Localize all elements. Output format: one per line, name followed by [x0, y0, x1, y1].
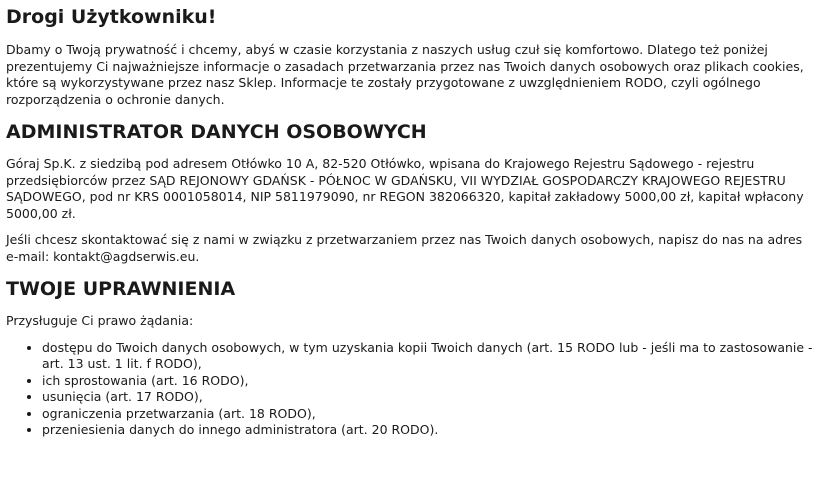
rights-list-item: • dostępu do Twoich danych osobowych, w tym uzyskania kopii Twoich danych (art. 15 RODO lub - jeśli ma to zastosowanie - art. 13 ust. 1 lit. f RODO),: [42, 340, 816, 373]
greeting-title: Drogi Użytkowniku!: [6, 6, 217, 28]
contact-paragraph: Jeśli chcesz skontaktować się z nami w związku z przetwarzaniem przez nas Twoich danych osobowych, napisz do nas na adres e-mail: kontakt@agdserwis.eu.: [6, 232, 803, 264]
company-info-paragraph: Góraj Sp.K. z siedzibą pod adresem Otłówko 10 A, 82-520 Otłówko, wpisana do Krajowego Rejestru Sądowego - rejestru przedsiębiorców przez SĄD REJONOWY GDAŃSK - PÓŁNOC W GDAŃSKU, VII WYDZIAŁ GOSPODARCZY KRAJOWEGO REJESTRU SĄDOWEGO, pod nr KRS 0001058014, NIP 5811979090, nr REGON 382066320, kapitał zakładowy 5000,00 zł, kapitał wpłacony 5000,00 zł.: [6, 156, 804, 221]
rights-list-item: • przeniesienia danych do innego administratora (art. 20 RODO).: [42, 422, 816, 439]
rights-list-item: • ograniczenia przetwarzania (art. 18 RODO),: [42, 406, 816, 423]
rights-intro: Przysługuje Ci prawo żądania:: [6, 313, 194, 328]
rights-list: [6, 340, 816, 439]
rights-list-item: • ich sprostowania (art. 16 RODO),: [42, 373, 816, 390]
administrator-heading: ADMINISTRATOR DANYCH OSOBOWYCH: [6, 121, 427, 143]
rights-list-item: • usunięcia (art. 17 RODO),: [42, 389, 816, 406]
intro-paragraph: Dbamy o Twoją prywatność i chcemy, abyś w czasie korzystania z naszych usług czuł się komfortowo. Dlatego też poniżej prezentujemy Ci najważniejsze informacje o zasadach przetwarzania przez nas Twoich danych osobowych oraz plikach cookies, które są wykorzystywane przez nasz Sklep. Informacje te zostały przygotowane z uwzględnieniem RODO, czyli ogólnego rozporządzenia o ochronie danych.: [6, 42, 804, 107]
privacy-policy-page: [0, 6, 824, 439]
rights-heading: TWOJE UPRAWNIENIA: [6, 278, 236, 300]
